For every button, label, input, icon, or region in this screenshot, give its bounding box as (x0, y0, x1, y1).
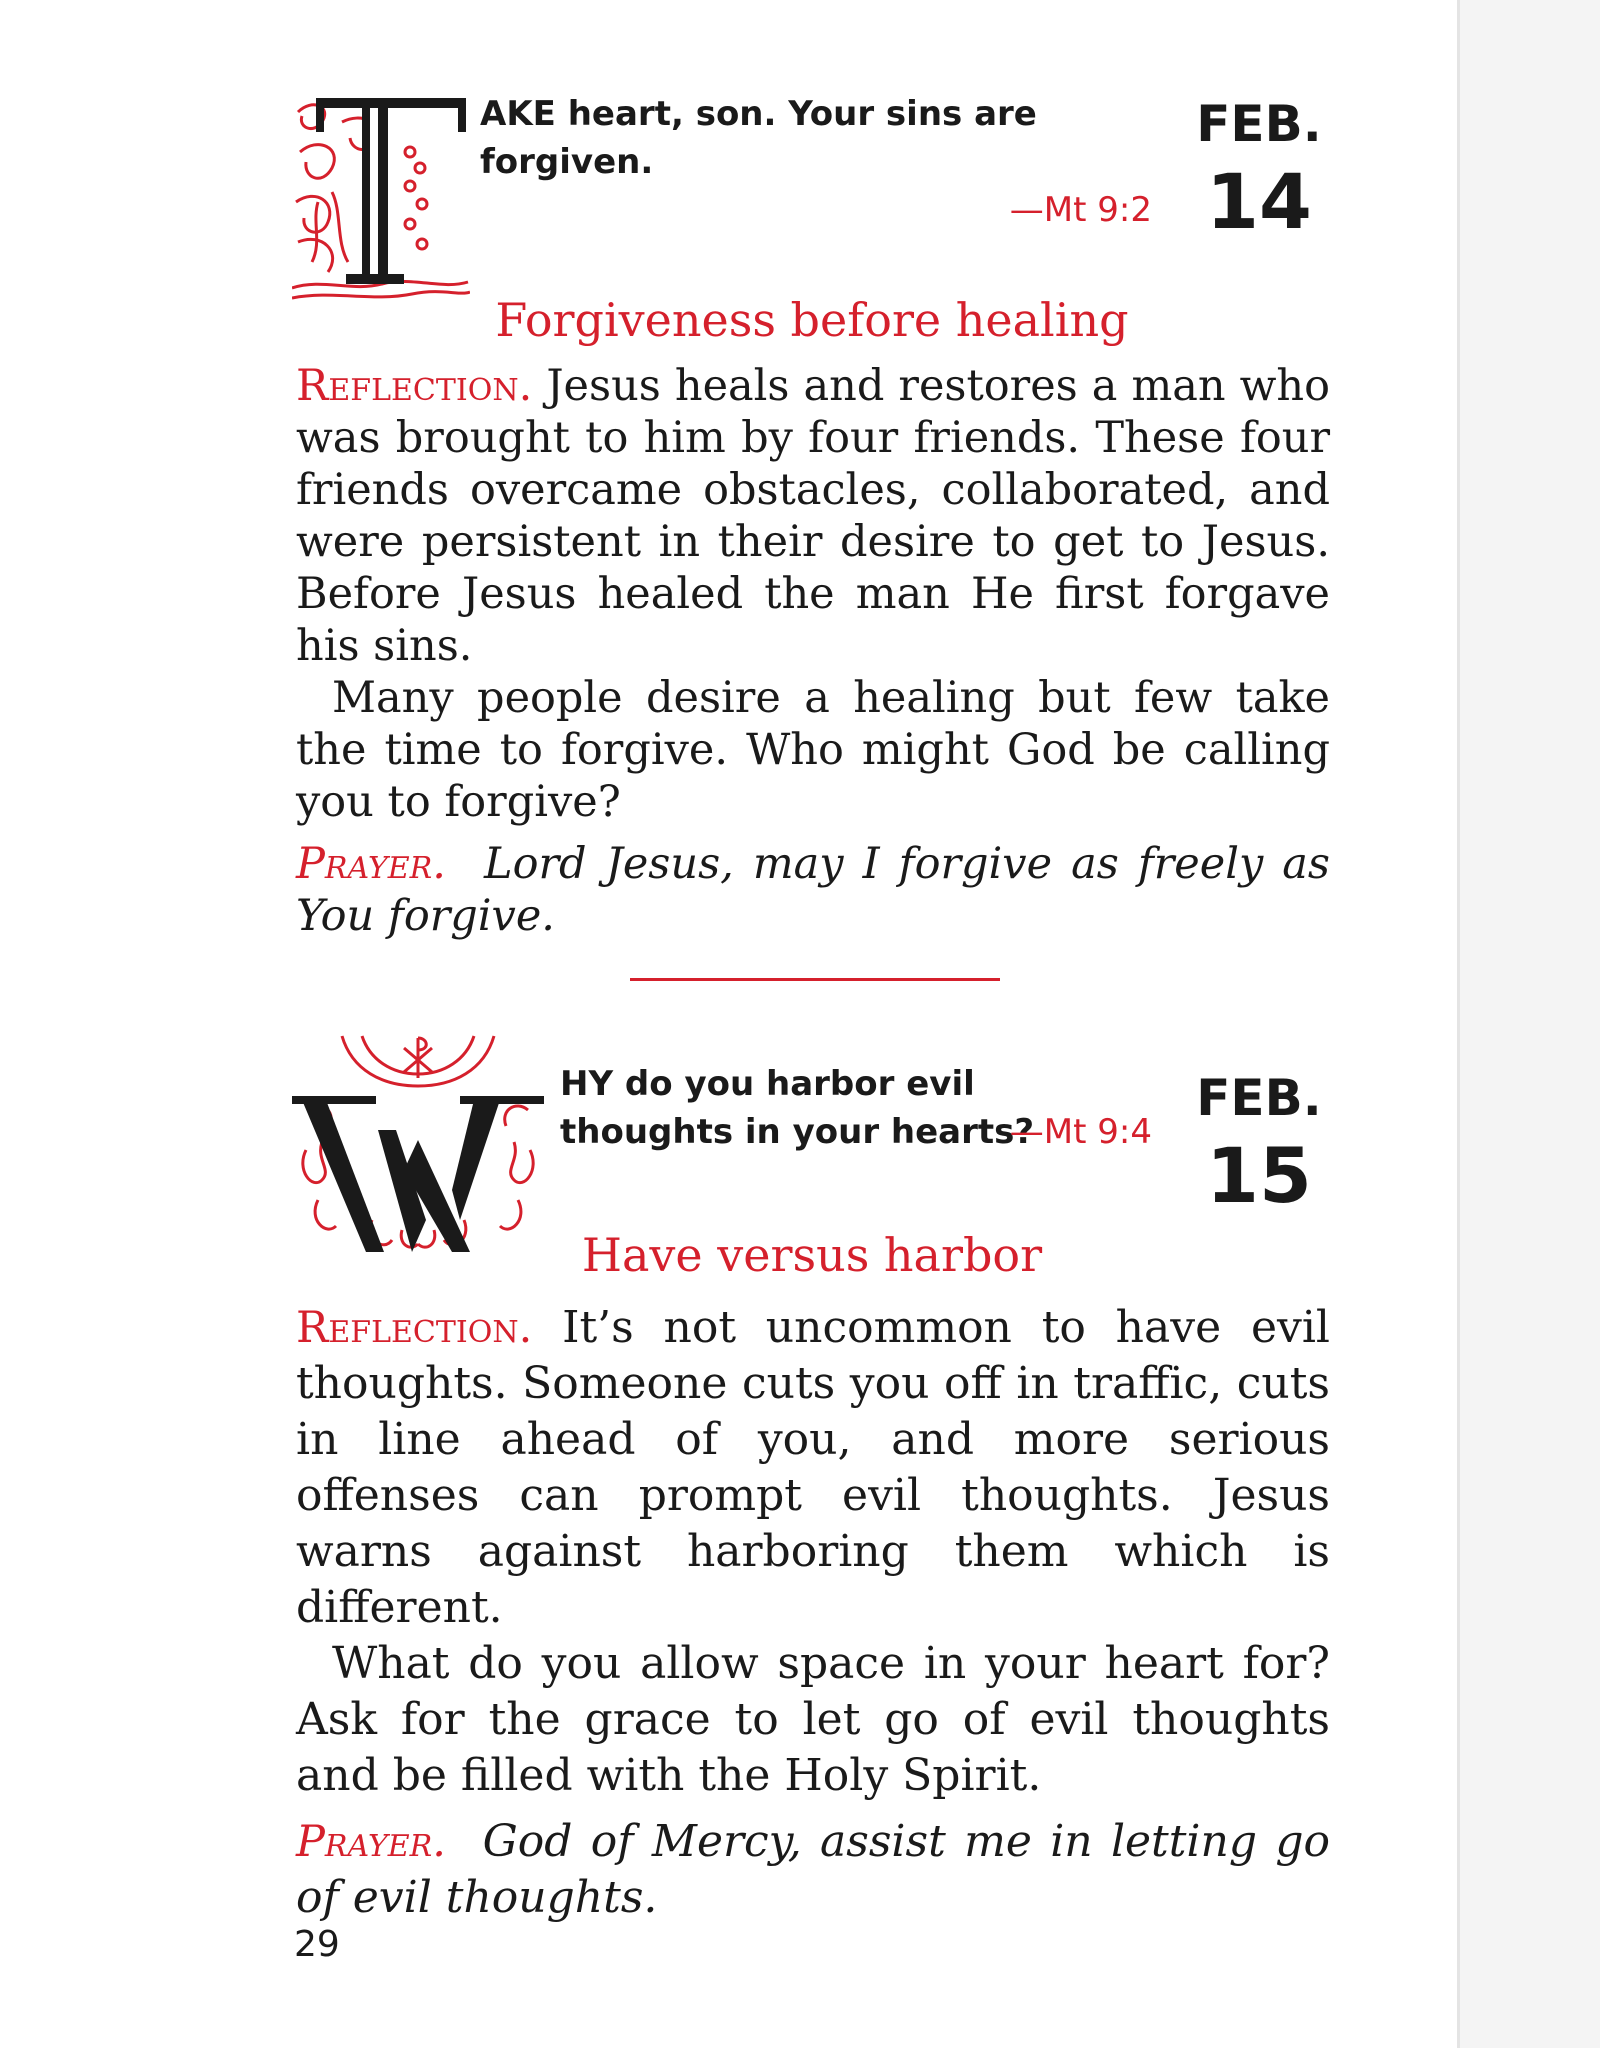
prayer-label: Prayer. (296, 1817, 446, 1867)
date-month: FEB. (1196, 95, 1322, 153)
verse-text: AKE heart, son. Your sins are forgiven. (480, 94, 1037, 182)
drop-cap-t-icon (292, 92, 470, 302)
prayer-label: Prayer. (296, 839, 446, 889)
reflection-paragraph-2: What do you allow space in your heart for? Ask for the grace to let go of evil thoughts and be filled with the Holy Spirit. (296, 1638, 1330, 1801)
entry-body (296, 360, 1330, 942)
date-day: 15 (1206, 1131, 1312, 1220)
section-divider (630, 978, 1000, 981)
scripture-verse (560, 1060, 1152, 1156)
date-label (1194, 1068, 1324, 1224)
page-number: 29 (294, 1924, 340, 1965)
prayer-paragraph (296, 838, 1330, 942)
verse-reference: —Mt 9:4 (1009, 1112, 1152, 1152)
page-edge (1457, 0, 1600, 2048)
prayer-text: Lord Jesus, may I forgive as freely as You forgive. (296, 839, 1330, 941)
entry-title: Forgiveness before healing (495, 293, 1129, 347)
entry-title: Have versus harbor (581, 1228, 1043, 1282)
reflection-paragraph (296, 360, 1330, 672)
date-month: FEB. (1196, 1069, 1322, 1127)
reflection-text: It’s not uncommon to have evil thoughts. Someone cuts you off in traffic, cuts in line ahead of you, and more serious offenses can prompt evil thoughts. Jesus warns against harboring them which is different. (296, 1302, 1330, 1633)
reflection-text: Jesus heals and restores a man who was brought to him by four friends. These four friends overcame obstacles, collaborated, and were persistent in their desire to get to Jesus. Before Jesus healed the man He first forgave his sins. (296, 361, 1331, 671)
date-label (1194, 94, 1324, 250)
verse-text: HY do you harbor evil thoughts in your hearts? (560, 1064, 1035, 1152)
verse-reference: —Mt 9:2 (1009, 190, 1152, 230)
scripture-verse (480, 90, 1152, 234)
reflection-label: Reflection. (296, 361, 533, 411)
date-day: 14 (1206, 157, 1312, 246)
prayer-text: God of Mercy, assist me in letting go of evil thoughts. (296, 1816, 1331, 1923)
reflection-label: Reflection. (296, 1303, 533, 1353)
reflection-paragraph (296, 1300, 1330, 1636)
prayer-paragraph (296, 1814, 1330, 1926)
reflection-paragraph-2: Many people desire a healing but few take the time to forgive. Who might God be calling you to forgive? (296, 673, 1330, 827)
entry-body (296, 1300, 1330, 1926)
